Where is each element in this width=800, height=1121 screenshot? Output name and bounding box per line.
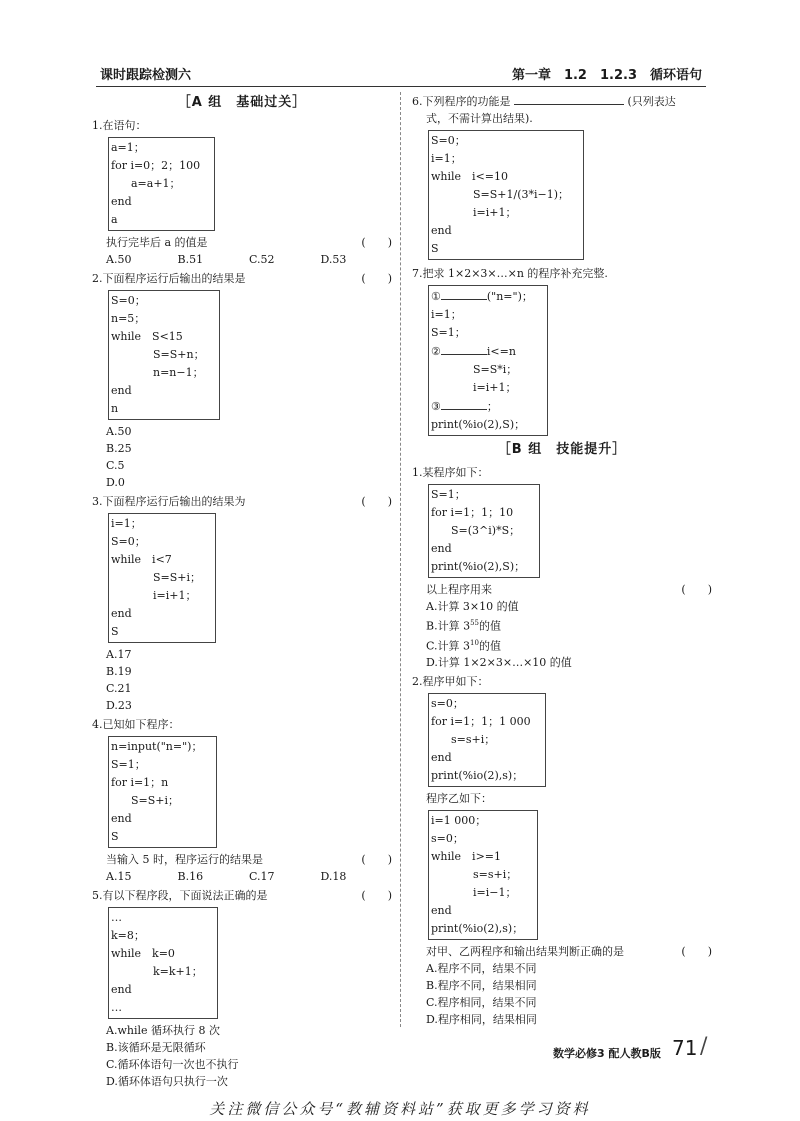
question-stem: 1.某程序如下：	[412, 466, 489, 479]
options-grid	[92, 646, 392, 714]
code-line: n=input("n=")；	[111, 740, 203, 753]
blank-marker-1: ①	[431, 290, 441, 303]
answer-blank[interactable]	[514, 92, 624, 105]
blank-marker-2: ②	[431, 345, 441, 358]
question-stem-2: 程序乙如下：	[426, 792, 492, 806]
question-a1	[92, 117, 392, 268]
code-line: S=S+i；	[131, 794, 180, 807]
code-line: while S<15	[111, 330, 183, 343]
option-b: B.25	[106, 442, 132, 455]
header-title: 课时跟踪检测六	[100, 68, 192, 83]
option-exponent: 55	[470, 619, 479, 627]
code-line: i=1；	[111, 517, 142, 530]
page-number: 71	[672, 1036, 698, 1060]
code-line: S=S*i；	[473, 363, 518, 376]
question-line	[92, 234, 392, 251]
code-line: n=5；	[111, 312, 146, 325]
option-d: D.18	[320, 870, 347, 883]
fill-blank-1[interactable]	[441, 287, 487, 300]
question-stem: 1.在语句：	[92, 119, 147, 132]
code-line: end	[431, 224, 452, 237]
answer-paren: ( )	[361, 236, 392, 249]
question-stem-cont: 式，不需计算出结果).	[426, 112, 533, 125]
code-line: while i<7	[111, 553, 172, 566]
option-b	[426, 615, 712, 635]
question-stem: 2.程序甲如下：	[412, 675, 489, 689]
question-stem-note: (只列表达	[627, 95, 676, 108]
code-line: i=1；	[431, 308, 462, 321]
code-block	[428, 285, 548, 436]
code-line: S=S+n；	[153, 348, 205, 361]
code-line: s=s+i；	[473, 868, 518, 882]
code-line: …	[111, 1001, 122, 1014]
code-line: for i=1；1；1 000	[431, 715, 531, 729]
code-fragment: i<=n	[486, 345, 516, 358]
code-line: print(%io(2),s)；	[431, 769, 524, 783]
code-line: S=0；	[111, 294, 146, 307]
code-line: S=0；	[111, 535, 146, 548]
code-line: a=1；	[111, 141, 145, 154]
question-stem: 4.已知如下程序：	[92, 718, 180, 731]
code-block	[428, 130, 584, 260]
code-line: print(%io(2),S)；	[431, 560, 526, 573]
left-column	[92, 92, 392, 1092]
code-line: end	[111, 983, 132, 996]
option-a: A.17	[106, 648, 132, 661]
blank-marker-3: ③	[431, 400, 441, 413]
question-line	[92, 270, 392, 287]
option-a: A.50	[106, 253, 132, 266]
code-block	[108, 736, 217, 848]
question-a4	[92, 716, 392, 885]
question-a7	[412, 265, 712, 439]
question-text: 当输入 5 时，程序运行的结果是	[106, 853, 263, 866]
group-a-title: ［A 组 基础过关］	[177, 95, 307, 110]
answer-paren: ( )	[361, 272, 392, 285]
question-stem: 5.有以下程序段，下面说法正确的是	[92, 889, 268, 902]
question-a2	[92, 270, 392, 491]
code-block-a	[428, 693, 546, 787]
code-line: S=0；	[431, 134, 466, 147]
code-fragment: ；	[486, 400, 498, 413]
code-line: end	[431, 542, 452, 555]
option-c: C.17	[249, 870, 275, 883]
question-stem: 6.下列程序的功能是	[412, 95, 511, 108]
option-c: C.5	[106, 459, 125, 472]
footer-handwritten-note: 关注微信公众号“教辅资料站”获取更多学习资料	[209, 1100, 591, 1118]
question-stem: 7.把求 1×2×3×…×n 的程序补充完整.	[412, 267, 608, 280]
option-d: D.计算 1×2×3×…×10 的值	[426, 656, 572, 670]
code-block	[108, 513, 216, 643]
option-text: B.计算 3	[426, 619, 471, 633]
options-row	[92, 868, 392, 885]
code-line: S=S+1/(3*i−1)；	[473, 188, 570, 201]
option-a: A.50	[106, 425, 132, 438]
options-list	[92, 1022, 392, 1090]
code-line: S=(3^i)*S；	[451, 524, 521, 537]
code-line: print(%io(2),s)；	[431, 922, 524, 936]
question-text: 以上程序用来	[426, 583, 492, 596]
code-line: for i=1；n	[111, 776, 169, 789]
option-exponent: 10	[470, 638, 479, 647]
header-chapter: 第一章 1.2 1.2.3 循环语句	[511, 68, 702, 83]
option-c: C.程序相同，结果不同	[426, 996, 537, 1010]
footer-book-title: 数学必修3 配人教B版	[553, 1047, 661, 1060]
code-line: print(%io(2),S)；	[431, 418, 526, 431]
option-a: A.计算 3×10 的值	[426, 600, 519, 613]
code-line: S	[431, 242, 439, 255]
code-line: s=0；	[431, 697, 464, 711]
question-a3	[92, 493, 392, 714]
option-d: D.23	[106, 699, 132, 712]
code-line: end	[111, 812, 132, 825]
code-block-b	[428, 810, 538, 940]
question-line	[92, 851, 392, 868]
answer-paren: ( )	[681, 945, 712, 959]
question-stem: 2.下面程序运行后输出的结果是	[92, 272, 246, 285]
code-line: i=i+1；	[153, 589, 197, 602]
option-d: D.循环体语句只执行一次	[106, 1075, 228, 1088]
header-rule	[96, 86, 706, 87]
code-line: …	[111, 911, 122, 924]
code-line: s=s+i；	[451, 733, 496, 747]
code-line: S=1；	[431, 326, 466, 339]
question-line	[412, 943, 712, 960]
fill-blank-2[interactable]	[441, 342, 487, 355]
answer-paren: ( )	[361, 889, 392, 902]
question-text: 执行完毕后 a 的值是	[106, 236, 208, 249]
code-line: i=1；	[431, 152, 462, 165]
code-line: i=i+1；	[473, 381, 517, 394]
code-block	[108, 290, 220, 420]
code-line: k=k+1；	[153, 965, 203, 978]
code-line: end	[431, 904, 452, 918]
code-line: end	[111, 384, 132, 397]
option-a: A.15	[106, 870, 132, 883]
option-b: B.19	[106, 665, 132, 678]
option-d: D.0	[106, 476, 125, 489]
answer-paren: ( )	[361, 495, 392, 508]
options-grid	[92, 423, 392, 491]
code-line	[431, 397, 533, 416]
question-b1	[412, 464, 712, 671]
code-line: s=0；	[431, 832, 464, 846]
code-line: S	[111, 830, 119, 843]
question-stem: 3.下面程序运行后输出的结果为	[92, 495, 246, 508]
question-b2	[412, 673, 712, 1028]
option-b: B.该循环是无限循环	[106, 1041, 206, 1054]
question-line	[92, 887, 392, 904]
page-number-slash: /	[700, 1034, 708, 1059]
code-line: S=1；	[111, 758, 146, 771]
code-line: i=i+1；	[473, 206, 517, 219]
option-c: C.21	[106, 682, 132, 695]
question-stem-line	[412, 92, 712, 110]
option-b: B.程序不同，结果相同	[426, 979, 537, 993]
code-line: a	[111, 213, 118, 226]
answer-paren: ( )	[361, 853, 392, 866]
code-line: while i<=10	[431, 170, 508, 183]
option-c: C.循环体语句一次也不执行	[106, 1058, 239, 1071]
code-block	[428, 484, 540, 578]
question-line	[92, 493, 392, 510]
code-line: n	[111, 402, 119, 415]
code-block	[108, 907, 218, 1019]
code-line: while i>=1	[431, 850, 501, 864]
code-line: i=i−1；	[473, 886, 517, 900]
option-text: 的值	[479, 619, 501, 633]
options-list	[412, 598, 712, 671]
question-a6	[412, 92, 712, 263]
code-line: while k=0	[111, 947, 175, 960]
code-block	[108, 137, 215, 231]
column-divider	[400, 92, 401, 1027]
code-line: end	[431, 751, 452, 765]
code-line: k=8；	[111, 929, 145, 942]
code-line: i=1 000；	[431, 814, 487, 828]
option-d: D.53	[320, 253, 347, 266]
option-text: 的值	[478, 639, 501, 653]
option-b: B.51	[177, 253, 204, 266]
question-a5	[92, 887, 392, 1090]
fill-blank-3[interactable]	[441, 397, 487, 410]
option-a: A.程序不同，结果不同	[426, 962, 537, 976]
option-c	[426, 635, 712, 655]
option-b: B.16	[177, 870, 204, 883]
answer-paren: ( )	[681, 583, 712, 596]
group-b-title: ［B 组 技能提升］	[497, 442, 627, 457]
option-text: C.计算 3	[426, 639, 471, 653]
option-d: D.程序相同，结果相同	[426, 1013, 537, 1027]
code-line: S=S+i；	[153, 571, 202, 584]
code-line: S	[111, 625, 119, 638]
code-line	[431, 342, 533, 361]
question-text: 对甲、乙两程序和输出结果判断正确的是	[426, 945, 624, 959]
code-line: n=n−1；	[153, 366, 204, 379]
code-line: for i=1；1；10	[431, 506, 514, 519]
code-line: end	[111, 195, 132, 208]
code-fragment: ("n=")；	[486, 290, 533, 303]
option-c: C.52	[249, 253, 275, 266]
code-line	[431, 287, 533, 306]
options-row	[92, 251, 392, 268]
question-line	[412, 581, 712, 598]
right-column	[412, 92, 712, 1030]
options-grid	[412, 960, 712, 1028]
code-line: S=1；	[431, 488, 466, 501]
code-line: a=a+1；	[131, 177, 181, 190]
option-a: A.while 循环执行 8 次	[106, 1024, 220, 1037]
code-line: end	[111, 607, 132, 620]
code-line: for i=0；2；100	[111, 159, 201, 172]
